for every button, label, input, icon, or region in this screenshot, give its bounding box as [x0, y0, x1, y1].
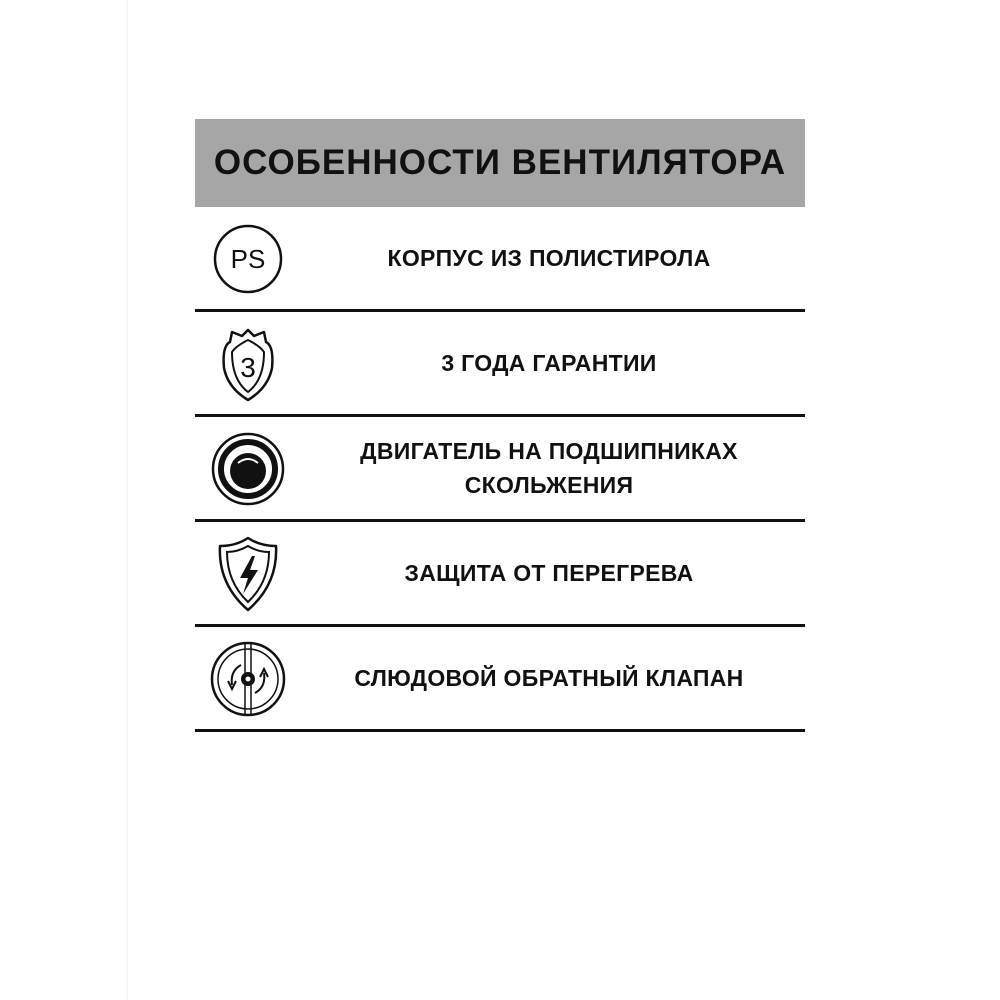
- lightning-shield-icon: [208, 534, 288, 614]
- feature-label: ЗАЩИТА ОТ ПЕРЕГРЕВА: [404, 560, 694, 586]
- feature-label: 3 ГОДА ГАРАНТИИ: [441, 350, 657, 376]
- warranty-icon-text: 3: [240, 352, 256, 383]
- feature-label: [293, 417, 805, 519]
- feature-label: КОРПУС ИЗ ПОЛИСТИРОЛА: [387, 245, 711, 271]
- feature-label-line1: ДВИГАТЕЛЬ НА ПОДШИПНИКАХ: [360, 438, 738, 464]
- page-title: ОСОБЕННОСТИ ВЕНТИЛЯТОРА: [213, 143, 787, 182]
- feature-row-overheat: [195, 522, 805, 627]
- feature-row-check-valve: [195, 627, 805, 732]
- feature-label-line2: СКОЛЬЖЕНИЯ: [464, 472, 634, 498]
- bearing-icon: [208, 429, 288, 509]
- page-edge: [127, 0, 128, 1000]
- feature-row-polystyrene: [195, 207, 805, 312]
- features-panel: [195, 119, 805, 732]
- feature-row-warranty: [195, 312, 805, 417]
- ps-icon-text: PS: [230, 244, 266, 274]
- feature-row-bearing: [195, 417, 805, 522]
- check-valve-icon: [208, 639, 288, 719]
- warranty-shield-icon: [208, 324, 288, 404]
- polystyrene-ps-icon: [208, 219, 288, 299]
- header-bar: [195, 119, 805, 207]
- feature-label: СЛЮДОВОЙ ОБРАТНЫЙ КЛАПАН: [354, 665, 744, 691]
